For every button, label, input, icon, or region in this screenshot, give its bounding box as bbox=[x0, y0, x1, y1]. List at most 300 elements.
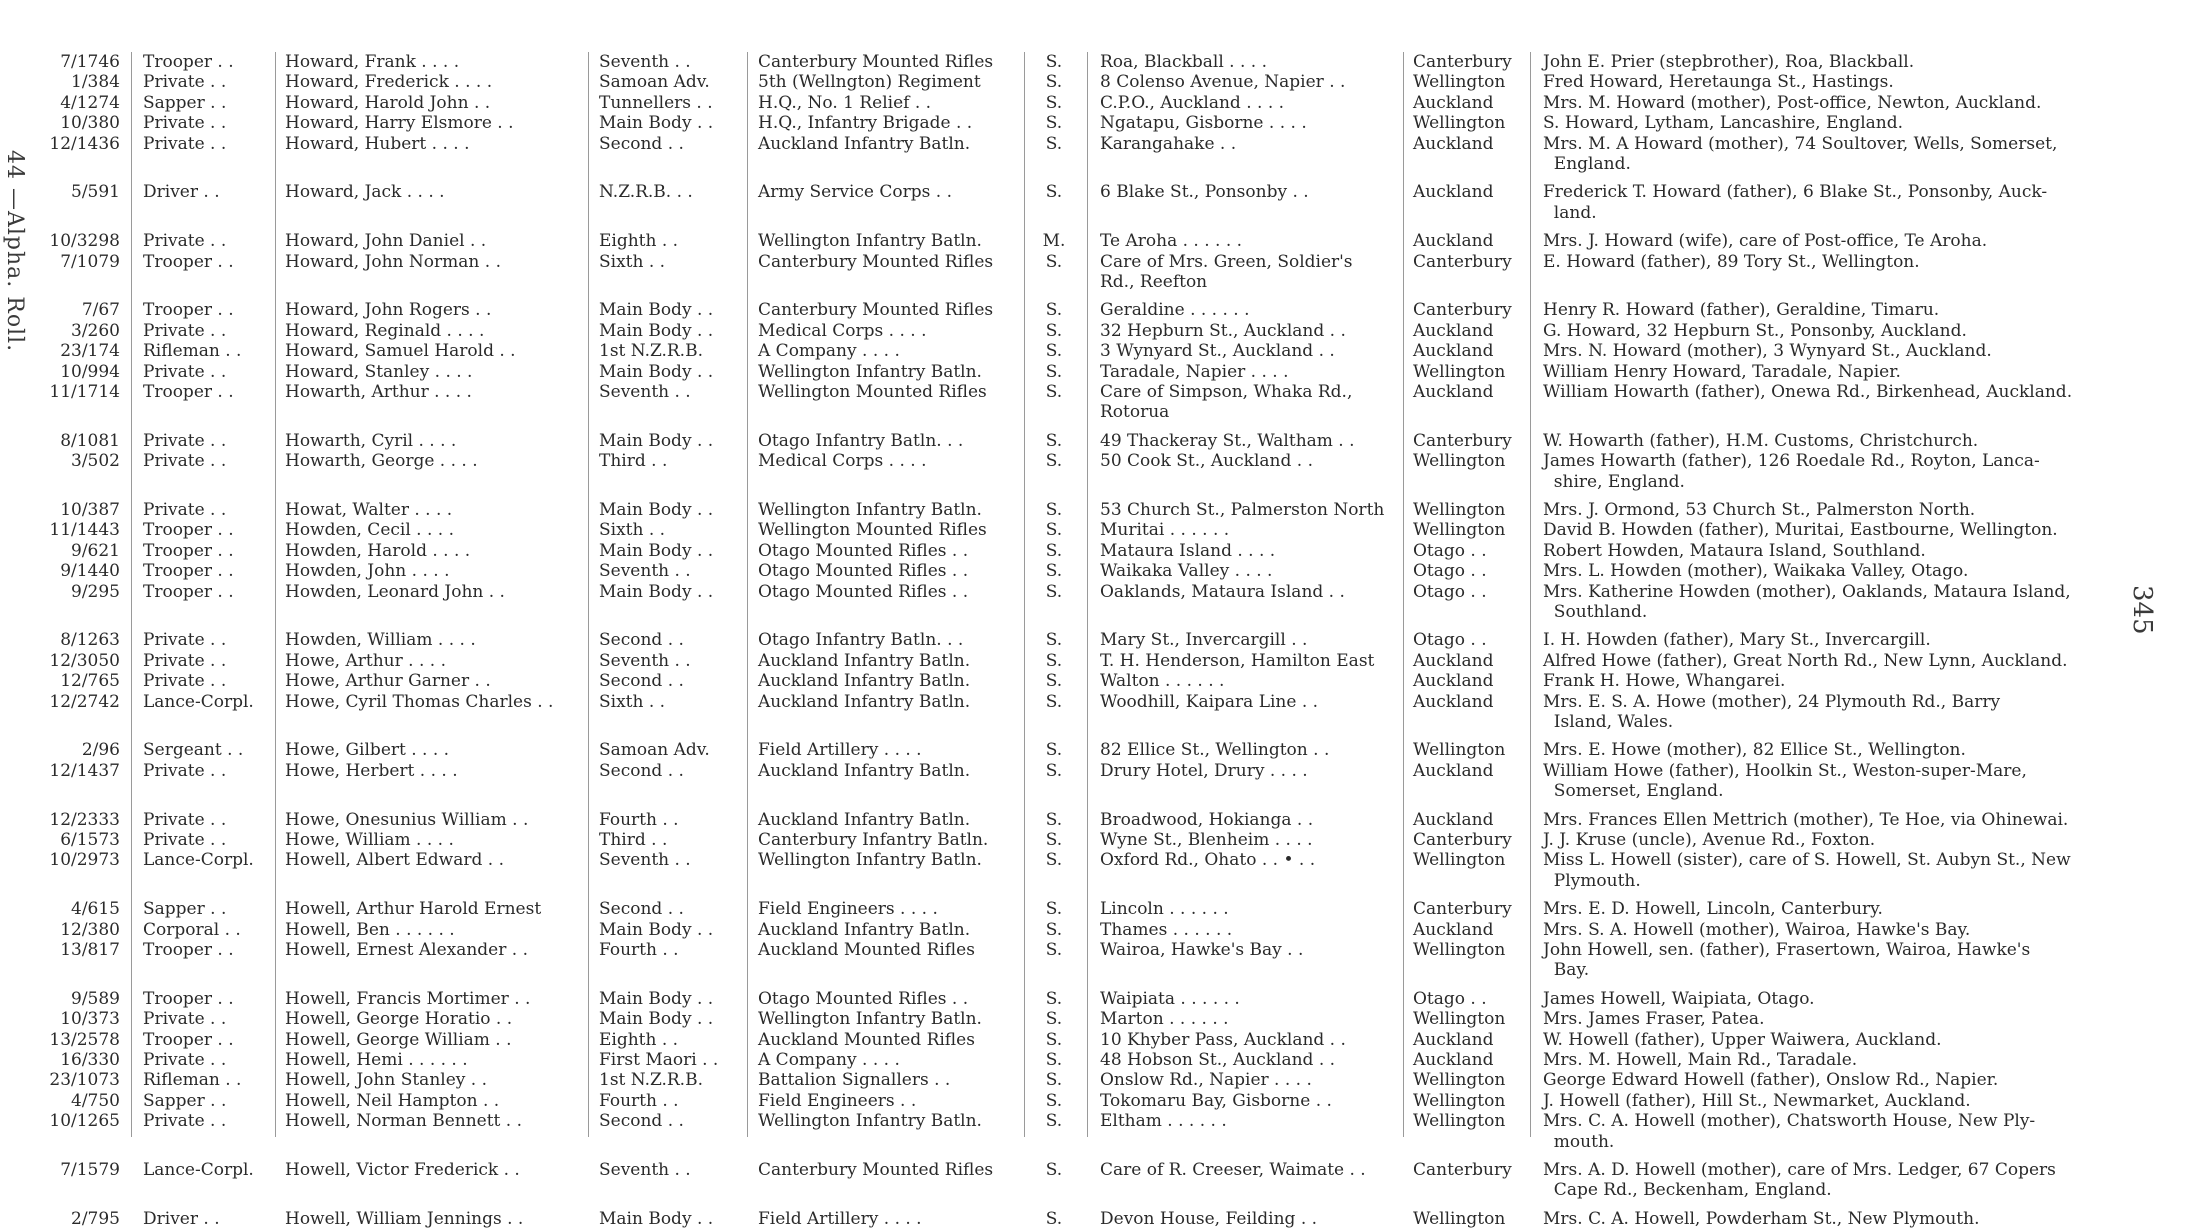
military-district: Canterbury bbox=[1413, 300, 1512, 321]
embarkation-unit: Main Body . . bbox=[599, 1208, 714, 1229]
regimental-number: 7/1579 bbox=[60, 1160, 120, 1180]
embarkation-unit: 1st N.Z.R.B. bbox=[599, 1070, 703, 1091]
corps: Auckland Infantry Batln. bbox=[758, 691, 971, 712]
roll-entry-continuation bbox=[0, 1180, 2205, 1201]
regimental-number: 12/1437 bbox=[49, 760, 120, 781]
corps: Auckland Infantry Batln. bbox=[758, 809, 971, 830]
next-of-kin: William Henry Howard, Taradale, Napier. bbox=[1543, 361, 1901, 382]
corps: Otago Mounted Rifles . . bbox=[758, 540, 969, 561]
roll-entry bbox=[0, 651, 2205, 672]
regimental-number: 8/1081 bbox=[60, 430, 120, 451]
marital-status: S. bbox=[1045, 341, 1063, 362]
soldier-name: Howarth, Cyril . . . . bbox=[285, 430, 457, 451]
last-address: Waikaka Valley . . . . bbox=[1100, 561, 1273, 582]
embarkation-unit: Seventh . . bbox=[599, 1160, 691, 1180]
embarkation-unit: Main Body . . bbox=[599, 500, 714, 520]
next-of-kin: Mrs. A. D. Howell (mother), care of Mrs. Ledger, 67 Copers bbox=[1543, 1160, 2056, 1180]
embarkation-unit: Second . . bbox=[599, 760, 684, 781]
soldier-name: Howarth, Arthur . . . . bbox=[285, 382, 472, 402]
marital-status: S. bbox=[1045, 182, 1063, 203]
rank: Trooper . . bbox=[143, 520, 234, 541]
rank: Private . . bbox=[143, 1009, 227, 1030]
rank: Trooper . . bbox=[143, 561, 234, 582]
marital-status: S. bbox=[1045, 1090, 1063, 1111]
last-address: Walton . . . . . . bbox=[1100, 671, 1225, 692]
roll-margin-label: 44 —Alpha. Roll. bbox=[2, 150, 27, 353]
military-district: Auckland bbox=[1413, 320, 1494, 341]
embarkation-unit: Main Body . . bbox=[599, 361, 714, 382]
last-address: Rotorua bbox=[1100, 402, 1170, 423]
embarkation-unit: Sixth . . bbox=[599, 691, 666, 712]
last-address: 8 Colenso Avenue, Napier . . bbox=[1100, 72, 1346, 93]
regimental-number: 9/295 bbox=[71, 581, 120, 602]
regimental-number: 10/994 bbox=[60, 361, 120, 382]
marital-status: S. bbox=[1045, 1160, 1063, 1180]
last-address: Ngatapu, Gisborne . . . . bbox=[1100, 113, 1307, 134]
military-district: Auckland bbox=[1413, 182, 1494, 203]
last-address: Mataura Island . . . . bbox=[1100, 540, 1276, 561]
embarkation-unit: Main Body . . bbox=[599, 320, 714, 341]
military-district: Wellington bbox=[1413, 451, 1506, 472]
soldier-name: Howell, Norman Bennett . . bbox=[285, 1111, 522, 1132]
embarkation-unit: Main Body . . bbox=[599, 540, 714, 561]
embarkation-unit: Second . . bbox=[599, 1111, 684, 1132]
roll-entry-continuation bbox=[0, 781, 2205, 802]
last-address: Lincoln . . . . . . bbox=[1100, 899, 1229, 920]
marital-status: S. bbox=[1045, 760, 1063, 781]
regimental-number: 11/1714 bbox=[49, 382, 120, 402]
last-address: 6 Blake St., Ponsonby . . bbox=[1100, 182, 1309, 203]
regimental-number: 16/330 bbox=[60, 1050, 120, 1070]
soldier-name: Howard, Harold John . . bbox=[285, 92, 491, 113]
embarkation-unit: Second . . bbox=[599, 133, 684, 154]
last-address: Drury Hotel, Drury . . . . bbox=[1100, 760, 1308, 781]
regimental-number: 10/1265 bbox=[49, 1111, 120, 1132]
corps: 5th (Wellngton) Regiment bbox=[758, 72, 981, 93]
military-district: Canterbury bbox=[1413, 52, 1512, 72]
rank: Private . . bbox=[143, 500, 227, 520]
soldier-name: Howell, William Jennings . . bbox=[285, 1208, 524, 1229]
next-of-kin: Mrs. L. Howden (mother), Waikaka Valley, Otago. bbox=[1543, 561, 1969, 582]
roll-entry-continuation bbox=[0, 154, 2205, 175]
soldier-name: Howe, William . . . . bbox=[285, 830, 454, 850]
soldier-name: Howe, Cyril Thomas Charles . . bbox=[285, 691, 554, 712]
military-district: Auckland bbox=[1413, 382, 1494, 402]
roll-entry bbox=[0, 1111, 2205, 1132]
roll-entry bbox=[0, 920, 2205, 941]
rank: Private . . bbox=[143, 671, 227, 692]
military-district: Auckland bbox=[1413, 133, 1494, 154]
military-district: Wellington bbox=[1413, 1208, 1506, 1229]
next-of-kin: shire, England. bbox=[1543, 471, 1685, 492]
roll-entry bbox=[0, 500, 2205, 521]
last-address: Waipiata . . . . . . bbox=[1100, 988, 1240, 1009]
soldier-name: Howe, Arthur . . . . bbox=[285, 650, 446, 671]
military-district: Wellington bbox=[1413, 1070, 1506, 1091]
last-address: 10 Khyber Pass, Auckland . . bbox=[1100, 1029, 1346, 1050]
next-of-kin: Mrs. James Fraser, Patea. bbox=[1543, 1009, 1765, 1030]
regimental-number: 10/380 bbox=[60, 113, 120, 134]
roll-entry bbox=[0, 1209, 2205, 1230]
military-district: Auckland bbox=[1413, 919, 1494, 940]
last-address: Geraldine . . . . . . bbox=[1100, 300, 1250, 321]
roll-entry-continuation bbox=[0, 203, 2205, 224]
roll-entry bbox=[0, 93, 2205, 114]
corps: H.Q., No. 1 Relief . . bbox=[758, 92, 932, 113]
rank: Driver . . bbox=[143, 182, 220, 203]
next-of-kin: John E. Prier (stepbrother), Roa, Blackball. bbox=[1543, 52, 1915, 72]
roll-entry-continuation bbox=[0, 960, 2205, 981]
rank: Sapper . . bbox=[143, 899, 227, 920]
embarkation-unit: Seventh . . bbox=[599, 52, 691, 72]
next-of-kin: James Howarth (father), 126 Roedale Rd., Royton, Lanca- bbox=[1543, 451, 2040, 472]
soldier-name: Howell, George William . . bbox=[285, 1029, 512, 1050]
military-district: Wellington bbox=[1413, 72, 1506, 93]
regimental-number: 4/615 bbox=[71, 899, 120, 920]
soldier-name: Howden, William . . . . bbox=[285, 630, 476, 651]
rank: Private . . bbox=[143, 430, 227, 451]
next-of-kin: W. Howarth (father), H.M. Customs, Christchurch. bbox=[1543, 430, 1979, 451]
corps: Canterbury Mounted Rifles bbox=[758, 1160, 994, 1180]
next-of-kin: Mrs. E. Howe (mother), 82 Ellice St., Wellington. bbox=[1543, 740, 1966, 761]
embarkation-unit: Main Body . . bbox=[599, 113, 714, 134]
marital-status: S. bbox=[1045, 988, 1063, 1009]
rank: Sapper . . bbox=[143, 92, 227, 113]
rank: Sapper . . bbox=[143, 1090, 227, 1111]
next-of-kin: Cape Rd., Beckenham, England. bbox=[1543, 1180, 1832, 1201]
roll-entry bbox=[0, 1030, 2205, 1051]
last-address: Eltham . . . . . . bbox=[1100, 1111, 1227, 1132]
roll-entry bbox=[0, 671, 2205, 692]
embarkation-unit: Main Body . . bbox=[599, 919, 714, 940]
page-number: 345 bbox=[2127, 585, 2157, 635]
last-address: 32 Hepburn St., Auckland . . bbox=[1100, 320, 1346, 341]
soldier-name: Howell, George Horatio . . bbox=[285, 1009, 513, 1030]
corps: Medical Corps . . . . bbox=[758, 320, 927, 341]
embarkation-unit: Main Body . . bbox=[599, 581, 714, 602]
roll-entry bbox=[0, 1009, 2205, 1030]
marital-status: S. bbox=[1045, 451, 1063, 472]
embarkation-unit: Third . . bbox=[599, 830, 668, 850]
corps: Auckland Infantry Batln. bbox=[758, 650, 971, 671]
rank: Driver . . bbox=[143, 1208, 220, 1229]
regimental-number: 7/1746 bbox=[60, 52, 120, 72]
military-district: Canterbury bbox=[1413, 251, 1512, 272]
roll-entry bbox=[0, 1070, 2205, 1091]
next-of-kin: Mrs. E. S. A. Howe (mother), 24 Plymouth Rd., Barry bbox=[1543, 691, 2001, 712]
military-district: Otago . . bbox=[1413, 561, 1487, 582]
marital-status: S. bbox=[1045, 581, 1063, 602]
next-of-kin: Mrs. N. Howard (mother), 3 Wynyard St., Auckland. bbox=[1543, 341, 1992, 362]
next-of-kin: J. J. Kruse (uncle), Avenue Rd., Foxton. bbox=[1543, 830, 1876, 850]
roll-entry bbox=[0, 1050, 2205, 1071]
regimental-number: 11/1443 bbox=[49, 520, 120, 541]
roll-entry bbox=[0, 520, 2205, 541]
military-district: Otago . . bbox=[1413, 540, 1487, 561]
rank: Lance-Corpl. bbox=[143, 691, 254, 712]
marital-status: S. bbox=[1045, 92, 1063, 113]
regimental-number: 3/502 bbox=[71, 451, 120, 472]
embarkation-unit: Seventh . . bbox=[599, 382, 691, 402]
corps: Auckland Mounted Rifles bbox=[758, 940, 975, 960]
next-of-kin: W. Howell (father), Upper Waiwera, Auckland. bbox=[1543, 1029, 1942, 1050]
roll-entry bbox=[0, 321, 2205, 342]
roll-entry bbox=[0, 561, 2205, 582]
corps: Medical Corps . . . . bbox=[758, 451, 927, 472]
soldier-name: Howe, Herbert . . . . bbox=[285, 760, 458, 781]
regimental-number: 2/96 bbox=[81, 740, 120, 761]
rank: Private . . bbox=[143, 451, 227, 472]
soldier-name: Howarth, George . . . . bbox=[285, 451, 478, 472]
last-address: Wyne St., Blenheim . . . . bbox=[1100, 830, 1313, 850]
marital-status: S. bbox=[1045, 940, 1063, 960]
last-address: 48 Hobson St., Auckland . . bbox=[1100, 1050, 1336, 1070]
next-of-kin: Mrs. M. Howard (mother), Post-office, Newton, Auckland. bbox=[1543, 92, 2042, 113]
soldier-name: Howe, Gilbert . . . . bbox=[285, 740, 450, 761]
last-address: Devon House, Feilding . . bbox=[1100, 1208, 1318, 1229]
next-of-kin: land. bbox=[1543, 202, 1597, 223]
rank: Trooper . . bbox=[143, 251, 234, 272]
roll-entry-continuation bbox=[0, 602, 2205, 623]
marital-status: S. bbox=[1045, 561, 1063, 582]
marital-status: S. bbox=[1045, 691, 1063, 712]
next-of-kin: Island, Wales. bbox=[1543, 712, 1674, 732]
regimental-number: 12/2742 bbox=[49, 691, 120, 712]
soldier-name: Howard, John Daniel . . bbox=[285, 231, 487, 252]
embarkation-unit: Sixth . . bbox=[599, 251, 666, 272]
last-address: Wairoa, Hawke's Bay . . bbox=[1100, 940, 1304, 960]
embarkation-unit: Fourth . . bbox=[599, 940, 679, 960]
corps: Canterbury Infantry Batln. bbox=[758, 830, 989, 850]
rank: Rifleman . . bbox=[143, 1070, 242, 1091]
soldier-name: Howell, Ernest Alexander . . bbox=[285, 940, 528, 960]
next-of-kin: Frank H. Howe, Whangarei. bbox=[1543, 671, 1786, 692]
corps: Auckland Mounted Rifles bbox=[758, 1029, 975, 1050]
next-of-kin: James Howell, Waipiata, Otago. bbox=[1543, 988, 1815, 1009]
marital-status: S. bbox=[1045, 1070, 1063, 1091]
rank: Trooper . . bbox=[143, 1029, 234, 1050]
military-district: Canterbury bbox=[1413, 1160, 1512, 1180]
rank: Trooper . . bbox=[143, 581, 234, 602]
military-district: Auckland bbox=[1413, 691, 1494, 712]
soldier-name: Howell, Hemi . . . . . . bbox=[285, 1050, 468, 1070]
next-of-kin: Alfred Howe (father), Great North Rd., New Lynn, Auckland. bbox=[1543, 650, 2068, 671]
roll-entry bbox=[0, 431, 2205, 452]
marital-status: S. bbox=[1045, 650, 1063, 671]
rank: Private . . bbox=[143, 630, 227, 651]
embarkation-unit: 1st N.Z.R.B. bbox=[599, 341, 703, 362]
corps: A Company . . . . bbox=[758, 1050, 900, 1070]
regimental-number: 7/67 bbox=[81, 300, 120, 321]
corps: Otago Infantry Batln. . . bbox=[758, 430, 964, 451]
next-of-kin: John Howell, sen. (father), Frasertown, Wairoa, Hawke's bbox=[1543, 940, 2031, 960]
corps: Otago Mounted Rifles . . bbox=[758, 581, 969, 602]
roll-entry bbox=[0, 113, 2205, 134]
last-address: Care of Simpson, Whaka Rd., bbox=[1100, 382, 1353, 402]
corps: Auckland Infantry Batln. bbox=[758, 671, 971, 692]
next-of-kin: Mrs. E. D. Howell, Lincoln, Canterbury. bbox=[1543, 899, 1883, 920]
roll-entry bbox=[0, 940, 2205, 961]
next-of-kin: Mrs. Frances Ellen Mettrich (mother), Te Hoe, via Ohinewai. bbox=[1543, 809, 2069, 830]
regimental-number: 10/3298 bbox=[49, 231, 120, 252]
military-district: Wellington bbox=[1413, 850, 1506, 871]
regimental-number: 2/795 bbox=[71, 1208, 120, 1229]
next-of-kin: Mrs. S. A. Howell (mother), Wairoa, Hawke's Bay. bbox=[1543, 919, 1971, 940]
last-address: Care of Mrs. Green, Soldier's bbox=[1100, 251, 1353, 272]
military-district: Otago . . bbox=[1413, 630, 1487, 651]
next-of-kin: J. Howell (father), Hill St., Newmarket, Auckland. bbox=[1543, 1090, 1971, 1111]
roll-entry bbox=[0, 341, 2205, 362]
roll-entry bbox=[0, 989, 2205, 1010]
last-address: Muritai . . . . . . bbox=[1100, 520, 1230, 541]
embarkation-unit: Samoan Adv. bbox=[599, 740, 710, 761]
roll-entry bbox=[0, 810, 2205, 831]
embarkation-unit: Main Body . . bbox=[599, 1009, 714, 1030]
corps: Auckland Infantry Batln. bbox=[758, 133, 971, 154]
regimental-number: 9/1440 bbox=[60, 561, 120, 582]
last-address: 53 Church St., Palmerston North bbox=[1100, 500, 1385, 520]
soldier-name: Howe, Onesunius William . . bbox=[285, 809, 529, 830]
corps: Battalion Signallers . . bbox=[758, 1070, 951, 1091]
soldier-name: Howell, John Stanley . . bbox=[285, 1070, 487, 1091]
next-of-kin: Mrs. M. Howell, Main Rd., Taradale. bbox=[1543, 1050, 1858, 1070]
regimental-number: 10/387 bbox=[60, 500, 120, 520]
military-district: Wellington bbox=[1413, 113, 1506, 134]
military-district: Auckland bbox=[1413, 1050, 1494, 1070]
regimental-number: 3/260 bbox=[71, 320, 120, 341]
corps: Otago Infantry Batln. . . bbox=[758, 630, 964, 651]
next-of-kin: Henry R. Howard (father), Geraldine, Timaru. bbox=[1543, 300, 1940, 321]
next-of-kin: George Edward Howell (father), Onslow Rd., Napier. bbox=[1543, 1070, 1999, 1091]
soldier-name: Howden, Harold . . . . bbox=[285, 540, 471, 561]
roll-entry bbox=[0, 541, 2205, 562]
marital-status: S. bbox=[1045, 1208, 1063, 1229]
last-address: T. H. Henderson, Hamilton East bbox=[1100, 650, 1375, 671]
regimental-number: 4/750 bbox=[71, 1090, 120, 1111]
embarkation-unit: Seventh . . bbox=[599, 850, 691, 871]
soldier-name: Howard, Stanley . . . . bbox=[285, 361, 473, 382]
military-district: Auckland bbox=[1413, 650, 1494, 671]
last-address: Taradale, Napier . . . . bbox=[1100, 361, 1289, 382]
roll-entry bbox=[0, 451, 2205, 472]
roll-entry bbox=[0, 1091, 2205, 1112]
soldier-name: Howat, Walter . . . . bbox=[285, 500, 453, 520]
next-of-kin: mouth. bbox=[1543, 1131, 1615, 1152]
regimental-number: 13/817 bbox=[60, 940, 120, 960]
military-district: Auckland bbox=[1413, 341, 1494, 362]
roll-entry bbox=[0, 252, 2205, 273]
marital-status: S. bbox=[1045, 251, 1063, 272]
embarkation-unit: N.Z.R.B. . . bbox=[599, 182, 693, 203]
roll-entry-continuation bbox=[0, 402, 2205, 423]
embarkation-unit: Main Body . . bbox=[599, 988, 714, 1009]
last-address: Tokomaru Bay, Gisborne . . bbox=[1100, 1090, 1332, 1111]
regimental-number: 10/373 bbox=[60, 1009, 120, 1030]
last-address: C.P.O., Auckland . . . . bbox=[1100, 92, 1285, 113]
marital-status: S. bbox=[1045, 1029, 1063, 1050]
roll-entry bbox=[0, 182, 2205, 203]
rank: Private . . bbox=[143, 809, 227, 830]
last-address: 49 Thackeray St., Waltham . . bbox=[1100, 430, 1355, 451]
regimental-number: 12/1436 bbox=[49, 133, 120, 154]
soldier-name: Howell, Arthur Harold Ernest bbox=[285, 899, 542, 920]
next-of-kin: I. H. Howden (father), Mary St., Invercargill. bbox=[1543, 630, 1931, 651]
regimental-number: 4/1274 bbox=[60, 92, 120, 113]
next-of-kin: Mrs. C. A. Howell, Powderham St., New Plymouth. bbox=[1543, 1208, 1980, 1229]
marital-status: S. bbox=[1045, 133, 1063, 154]
rank: Private . . bbox=[143, 650, 227, 671]
rank: Private . . bbox=[143, 72, 227, 93]
embarkation-unit: Fourth . . bbox=[599, 1090, 679, 1111]
marital-status: S. bbox=[1045, 540, 1063, 561]
last-address: Woodhill, Kaipara Line . . bbox=[1100, 691, 1319, 712]
military-district: Wellington bbox=[1413, 520, 1506, 541]
next-of-kin: William Howarth (father), Onewa Rd., Birkenhead, Auckland. bbox=[1543, 382, 2073, 402]
next-of-kin: Bay. bbox=[1543, 960, 1590, 981]
next-of-kin: Frederick T. Howard (father), 6 Blake St., Ponsonby, Auck- bbox=[1543, 182, 2048, 203]
roll-entry bbox=[0, 740, 2205, 761]
military-district: Canterbury bbox=[1413, 899, 1512, 920]
soldier-name: Howe, Arthur Garner . . bbox=[285, 671, 491, 692]
corps: Otago Mounted Rifles . . bbox=[758, 988, 969, 1009]
regimental-number: 23/174 bbox=[60, 341, 120, 362]
corps: Wellington Infantry Batln. bbox=[758, 1009, 982, 1030]
last-address: Te Aroha . . . . . . bbox=[1100, 231, 1243, 252]
rank: Private . . bbox=[143, 133, 227, 154]
marital-status: S. bbox=[1045, 919, 1063, 940]
regimental-number: 7/1079 bbox=[60, 251, 120, 272]
marital-status: S. bbox=[1045, 72, 1063, 93]
marital-status: S. bbox=[1045, 320, 1063, 341]
last-address: Roa, Blackball . . . . bbox=[1100, 52, 1267, 72]
next-of-kin: Robert Howden, Mataura Island, Southland. bbox=[1543, 540, 1926, 561]
rank: Private . . bbox=[143, 231, 227, 252]
marital-status: S. bbox=[1045, 740, 1063, 761]
soldier-name: Howden, John . . . . bbox=[285, 561, 450, 582]
marital-status: S. bbox=[1045, 500, 1063, 520]
regimental-number: 9/621 bbox=[71, 540, 120, 561]
corps: Canterbury Mounted Rifles bbox=[758, 300, 994, 321]
corps: Field Engineers . . bbox=[758, 1090, 917, 1111]
soldier-name: Howell, Victor Frederick . . bbox=[285, 1160, 520, 1180]
soldier-name: Howard, Frederick . . . . bbox=[285, 72, 493, 93]
corps: Otago Mounted Rifles . . bbox=[758, 561, 969, 582]
corps: Wellington Infantry Batln. bbox=[758, 500, 982, 520]
marital-status: S. bbox=[1045, 1009, 1063, 1030]
corps: H.Q., Infantry Brigade . . bbox=[758, 113, 973, 134]
marital-status: S. bbox=[1045, 382, 1063, 402]
military-district: Canterbury bbox=[1413, 830, 1512, 850]
rank: Trooper . . bbox=[143, 300, 234, 321]
corps: Canterbury Mounted Rifles bbox=[758, 52, 994, 72]
embarkation-unit: Second . . bbox=[599, 630, 684, 651]
corps: Field Engineers . . . . bbox=[758, 899, 938, 920]
corps: Auckland Infantry Batln. bbox=[758, 919, 971, 940]
next-of-kin: Miss L. Howell (sister), care of S. Howell, St. Aubyn St., New bbox=[1543, 850, 2071, 871]
rank: Private . . bbox=[143, 760, 227, 781]
rank: Private . . bbox=[143, 1111, 227, 1132]
military-district: Auckland bbox=[1413, 671, 1494, 692]
regimental-number: 1/384 bbox=[71, 72, 120, 93]
next-of-kin: Mrs. J. Ormond, 53 Church St., Palmerston North. bbox=[1543, 500, 1976, 520]
next-of-kin: Mrs. M. A Howard (mother), 74 Soultover, Wells, Somerset, bbox=[1543, 133, 2058, 154]
soldier-name: Howard, John Rogers . . bbox=[285, 300, 492, 321]
embarkation-unit: Sixth . . bbox=[599, 520, 666, 541]
next-of-kin: Mrs. J. Howard (wife), care of Post-office, Te Aroha. bbox=[1543, 231, 1988, 252]
marital-status: S. bbox=[1045, 830, 1063, 850]
military-district: Wellington bbox=[1413, 361, 1506, 382]
last-address: Mary St., Invercargill . . bbox=[1100, 630, 1308, 651]
